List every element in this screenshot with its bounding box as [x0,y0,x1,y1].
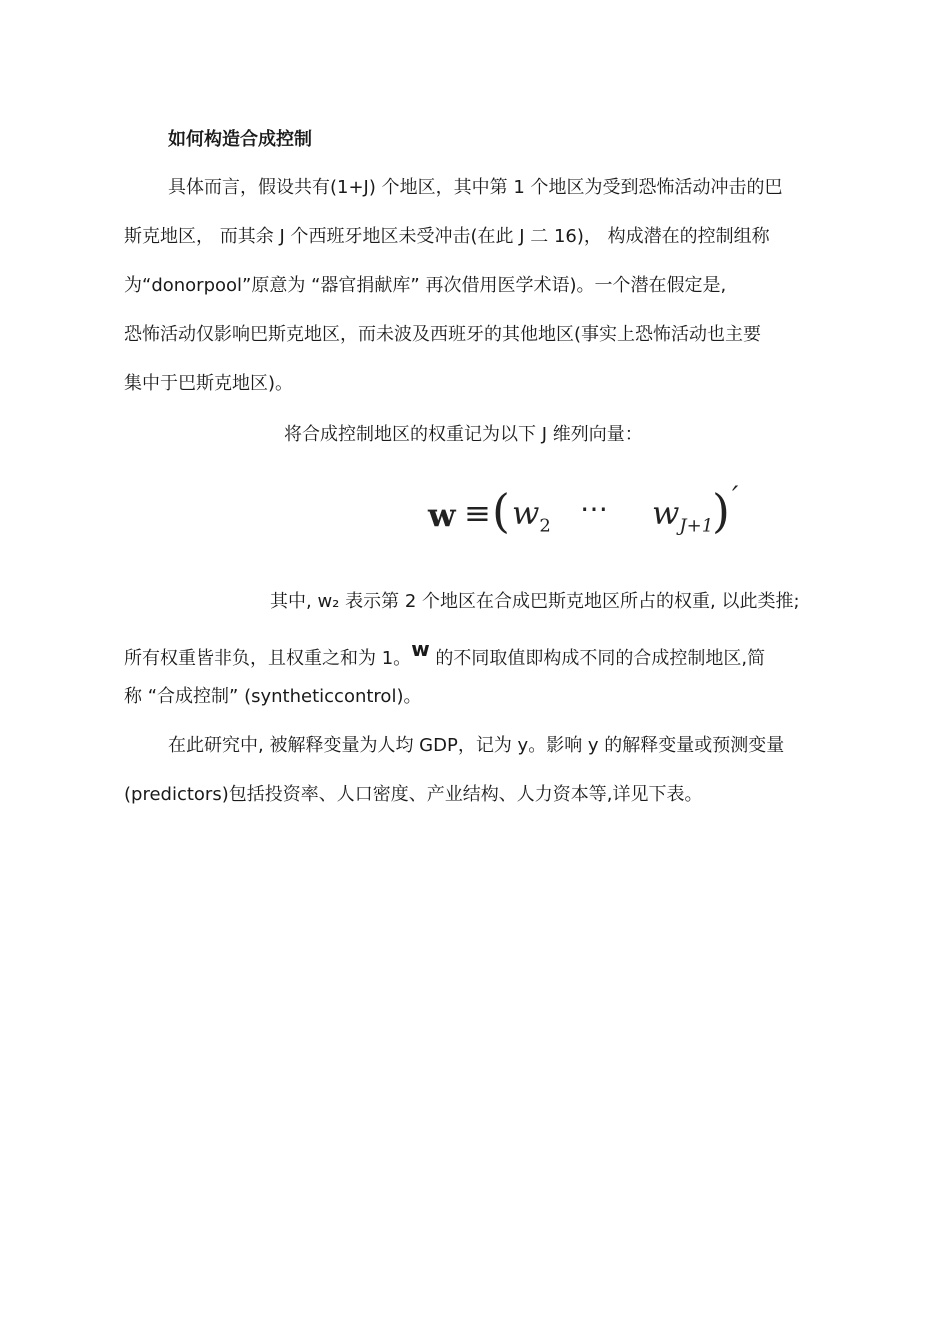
vector-intro: 将合成控制地区的权重记为以下 J 维列向量： [284,424,643,445]
section-heading: 如何构造合成控制 [168,129,312,150]
paragraph2-line2-before: 所有权重皆非负，且权重之和为 1。 [124,648,412,669]
paragraph2-line3: 称 “合成控制” (syntheticcontrol)。 [124,686,422,707]
formula-equiv: ≡ [464,494,491,532]
paragraph2-w-symbol: w [411,637,430,661]
formula-w2 [512,494,551,536]
paragraph1-line5: 集中于巴斯克地区)。 [124,373,294,394]
formula-prime: ′ [732,480,739,513]
formula-w-bold: w [428,496,456,534]
paragraph2-line2-after: 的不同取值即构成不同的合成控制地区,简 [429,648,766,669]
formula-wj-sub: J+1 [679,515,714,537]
paragraph3-line2: (predictors)包括投资率、人口密度、产业结构、人力资本等,详见下表。 [124,784,703,805]
paragraph2-line1: 其中, w₂ 表示第 2 个地区在合成巴斯克地区所占的权重, 以此类推; [270,591,800,612]
formula-w2-base: w [512,494,540,532]
weight-vector-formula [420,480,760,550]
paragraph1-line1: 具体而言，假设共有(1+J) 个地区，其中第 1 个地区为受到恐怖活动冲击的巴 [168,177,783,198]
formula-wj [652,494,713,536]
paragraph1-line4: 恐怖活动仅影响巴斯克地区，而未波及西班牙的其他地区(事实上恐怖活动也主要 [124,324,762,345]
formula-dots: ⋯ [580,492,608,525]
formula-open-paren: ( [492,484,510,538]
paragraph1-line2: 斯克地区， 而其余 J 个西班牙地区未受冲击(在此 J 二 16)， 构成潜在的控制组称 [124,226,770,247]
paragraph2-line2 [124,637,765,671]
paragraph1-line3: 为“donorpool”原意为 “器官捐献库” 再次借用医学术语)。一个潜在假定是, [124,275,727,296]
formula-wj-base: w [652,494,680,532]
formula-close-paren: ) [712,484,730,538]
formula-w2-sub: 2 [539,515,551,537]
paragraph3-line1: 在此研究中, 被解释变量为人均 GDP，记为 y。影响 y 的解释变量或预测变量 [168,735,785,756]
